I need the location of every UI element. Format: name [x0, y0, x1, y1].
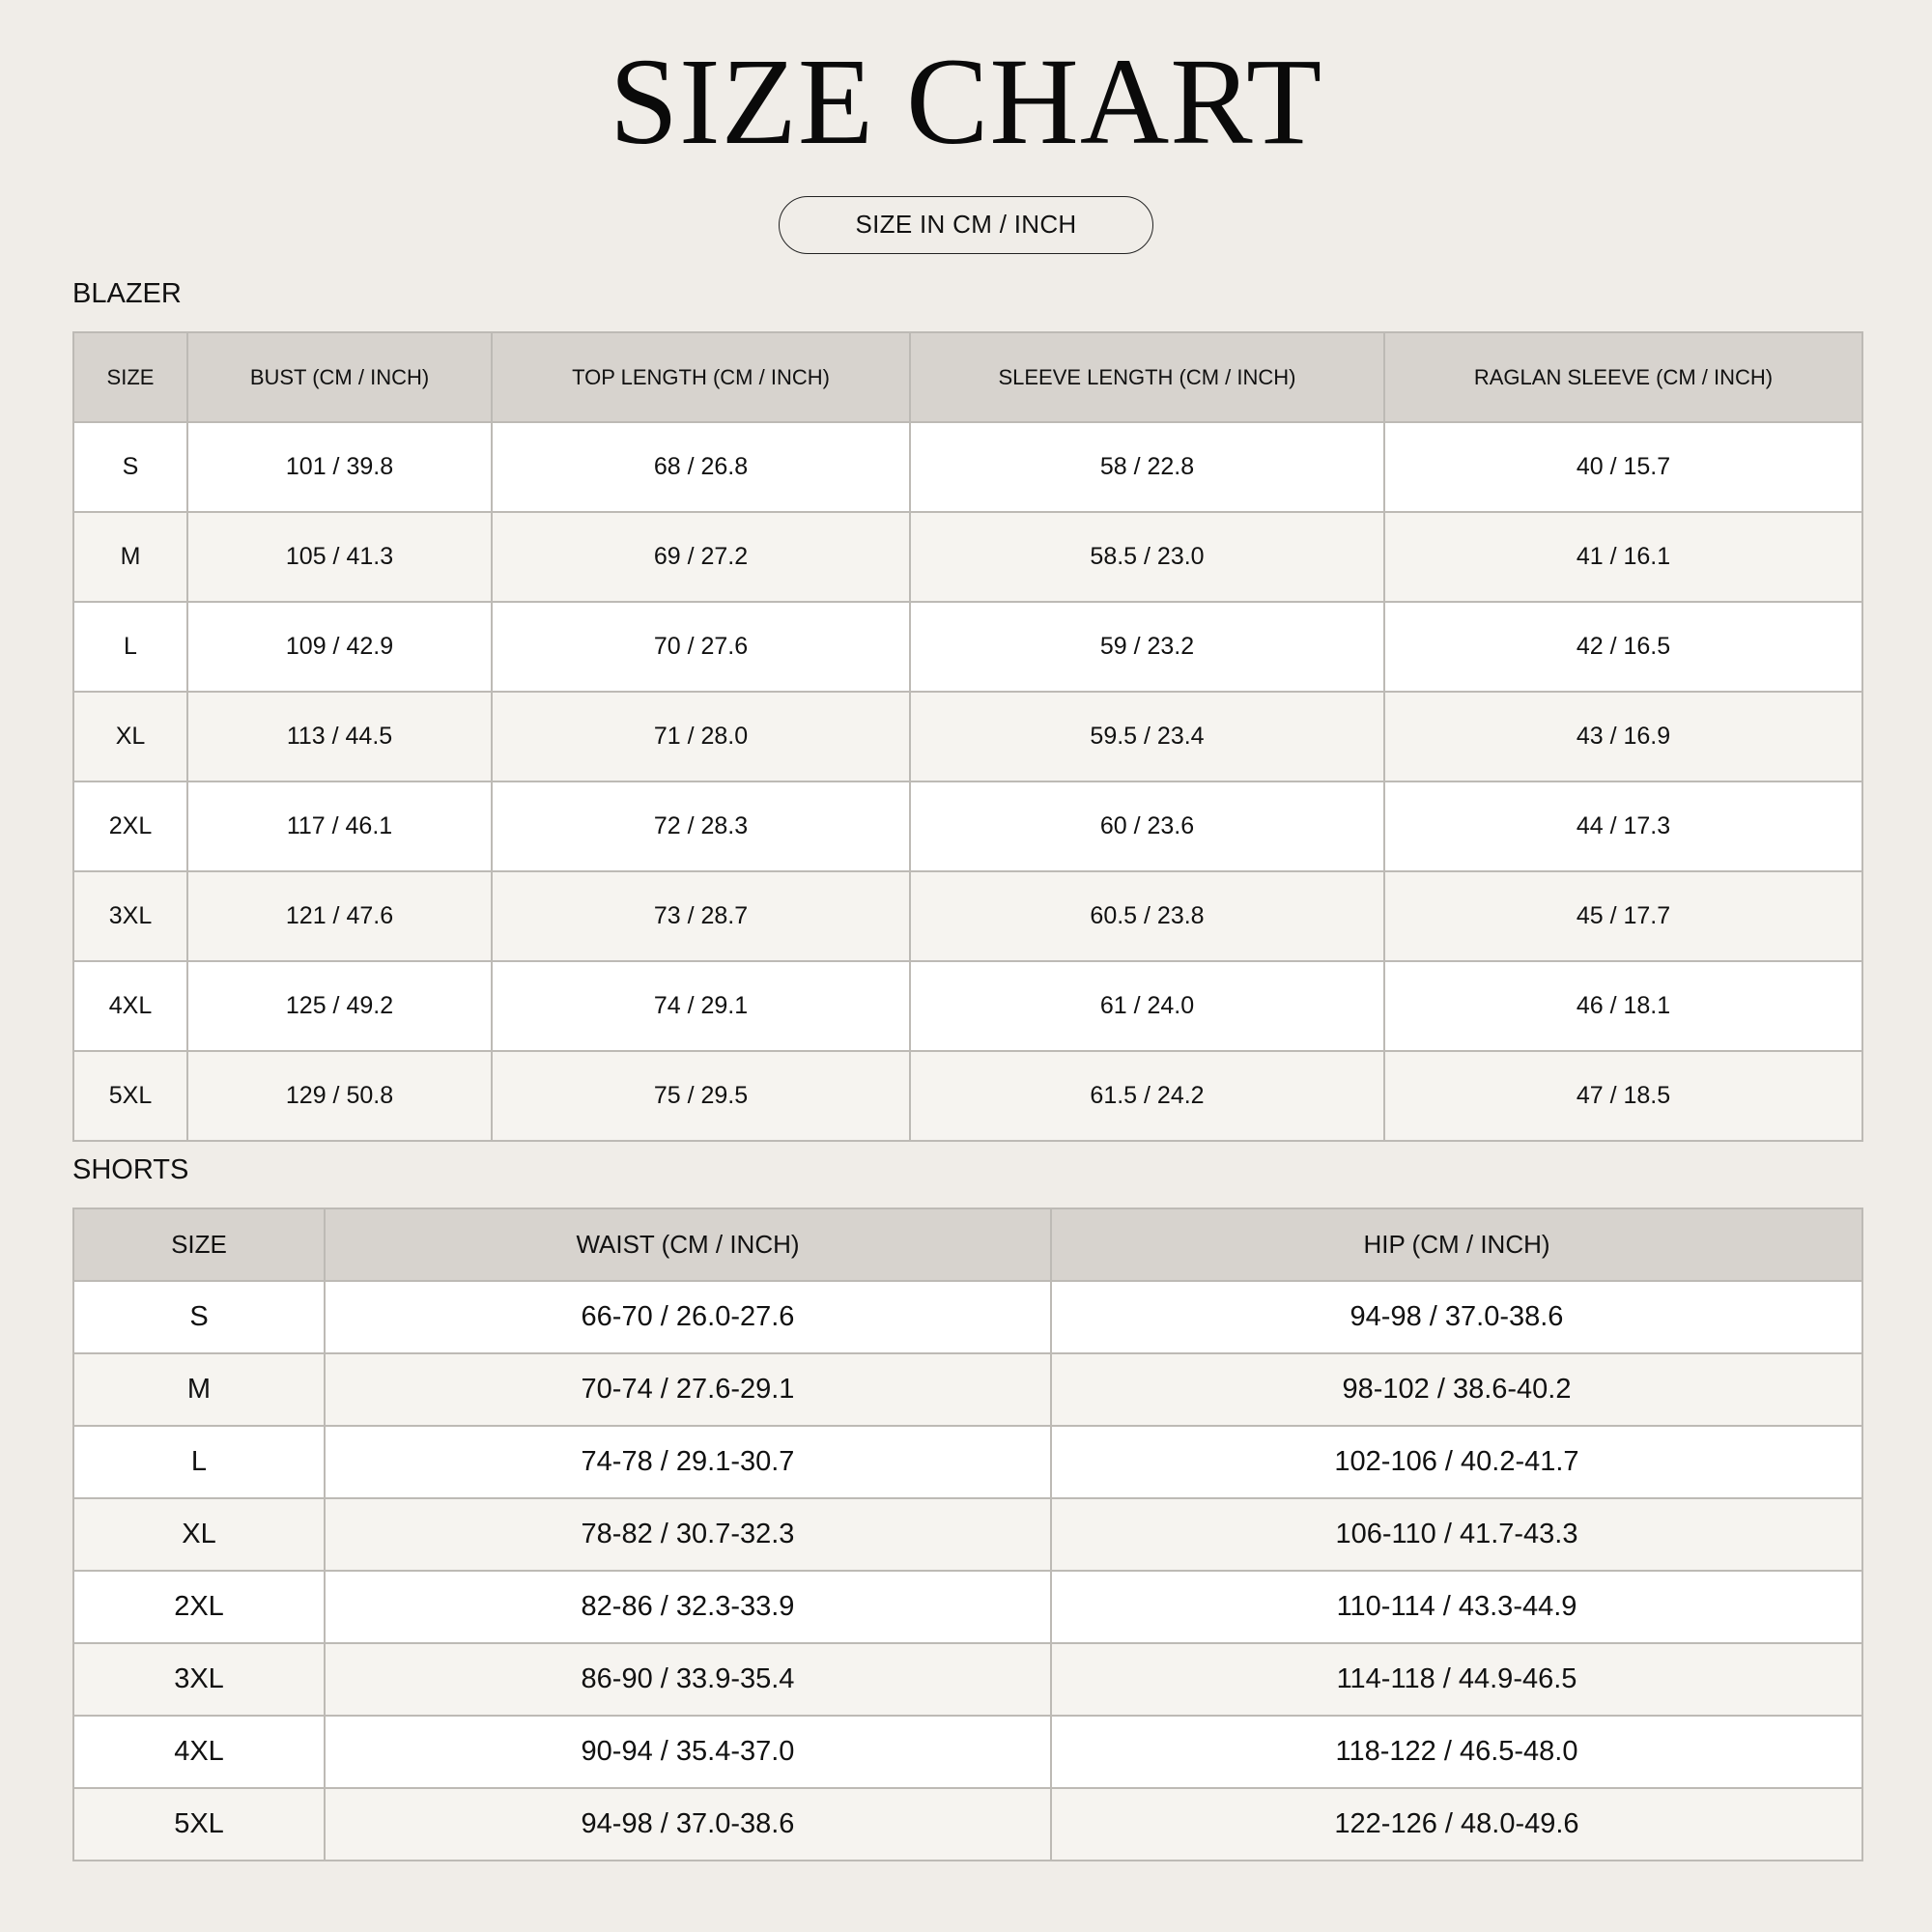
table-cell: 43 / 16.9 [1384, 692, 1862, 781]
table-row [73, 1051, 1862, 1141]
table-cell: M [73, 1353, 325, 1426]
table-cell: 101 / 39.8 [187, 422, 492, 512]
shorts-section-label: SHORTS [72, 1154, 189, 1185]
blazer-size-table [72, 331, 1863, 1142]
table-row [73, 1571, 1862, 1643]
unit-note-badge: SIZE IN CM / INCH [779, 196, 1153, 254]
table-cell: 69 / 27.2 [492, 512, 910, 602]
blazer-header-top-length: TOP LENGTH (CM / INCH) [492, 332, 910, 422]
table-cell: 122-126 / 48.0-49.6 [1051, 1788, 1862, 1861]
table-cell: 71 / 28.0 [492, 692, 910, 781]
blazer-section-label: BLAZER [72, 278, 182, 309]
table-cell: 3XL [73, 1643, 325, 1716]
table-cell: 75 / 29.5 [492, 1051, 910, 1141]
table-cell: 44 / 17.3 [1384, 781, 1862, 871]
table-cell: 61 / 24.0 [910, 961, 1384, 1051]
table-cell: 59 / 23.2 [910, 602, 1384, 692]
table-row [73, 781, 1862, 871]
table-row [73, 1643, 1862, 1716]
shorts-header-size: SIZE [73, 1208, 325, 1281]
table-cell: 105 / 41.3 [187, 512, 492, 602]
table-cell: L [73, 602, 187, 692]
table-cell: 3XL [73, 871, 187, 961]
table-cell: 129 / 50.8 [187, 1051, 492, 1141]
table-cell: 70 / 27.6 [492, 602, 910, 692]
table-cell: 78-82 / 30.7-32.3 [325, 1498, 1051, 1571]
table-row [73, 1281, 1862, 1353]
table-cell: 47 / 18.5 [1384, 1051, 1862, 1141]
table-cell: 117 / 46.1 [187, 781, 492, 871]
table-cell: 41 / 16.1 [1384, 512, 1862, 602]
table-row [73, 422, 1862, 512]
table-cell: 82-86 / 32.3-33.9 [325, 1571, 1051, 1643]
table-cell: 2XL [73, 1571, 325, 1643]
table-cell: 42 / 16.5 [1384, 602, 1862, 692]
table-cell: 72 / 28.3 [492, 781, 910, 871]
table-cell: 125 / 49.2 [187, 961, 492, 1051]
table-row [73, 961, 1862, 1051]
table-cell: L [73, 1426, 325, 1498]
table-row [73, 602, 1862, 692]
table-cell: 118-122 / 46.5-48.0 [1051, 1716, 1862, 1788]
table-cell: 40 / 15.7 [1384, 422, 1862, 512]
table-cell: 58 / 22.8 [910, 422, 1384, 512]
table-cell: 60.5 / 23.8 [910, 871, 1384, 961]
table-row [73, 1716, 1862, 1788]
table-row [73, 1498, 1862, 1571]
table-cell: 70-74 / 27.6-29.1 [325, 1353, 1051, 1426]
table-cell: 90-94 / 35.4-37.0 [325, 1716, 1051, 1788]
table-cell: 59.5 / 23.4 [910, 692, 1384, 781]
table-cell: 73 / 28.7 [492, 871, 910, 961]
table-cell: 86-90 / 33.9-35.4 [325, 1643, 1051, 1716]
blazer-header-raglan-sleeve: RAGLAN SLEEVE (CM / INCH) [1384, 332, 1862, 422]
table-row [73, 1426, 1862, 1498]
blazer-header-sleeve-length: SLEEVE LENGTH (CM / INCH) [910, 332, 1384, 422]
table-cell: 94-98 / 37.0-38.6 [1051, 1281, 1862, 1353]
table-cell: 68 / 26.8 [492, 422, 910, 512]
shorts-header-waist: WAIST (CM / INCH) [325, 1208, 1051, 1281]
page-title: SIZE CHART [609, 33, 1323, 170]
table-cell: 74 / 29.1 [492, 961, 910, 1051]
table-cell: 66-70 / 26.0-27.6 [325, 1281, 1051, 1353]
table-cell: 61.5 / 24.2 [910, 1051, 1384, 1141]
table-row [73, 1353, 1862, 1426]
table-cell: 2XL [73, 781, 187, 871]
table-cell: 110-114 / 43.3-44.9 [1051, 1571, 1862, 1643]
shorts-header-hip: HIP (CM / INCH) [1051, 1208, 1862, 1281]
table-cell: 121 / 47.6 [187, 871, 492, 961]
table-cell: XL [73, 1498, 325, 1571]
table-cell: 60 / 23.6 [910, 781, 1384, 871]
blazer-header-bust: BUST (CM / INCH) [187, 332, 492, 422]
table-cell: 102-106 / 40.2-41.7 [1051, 1426, 1862, 1498]
table-cell: 5XL [73, 1051, 187, 1141]
table-cell: 98-102 / 38.6-40.2 [1051, 1353, 1862, 1426]
shorts-size-table [72, 1208, 1863, 1861]
table-cell: 4XL [73, 1716, 325, 1788]
table-cell: S [73, 422, 187, 512]
table-cell: 109 / 42.9 [187, 602, 492, 692]
table-row [73, 692, 1862, 781]
table-cell: 4XL [73, 961, 187, 1051]
table-cell: 114-118 / 44.9-46.5 [1051, 1643, 1862, 1716]
table-cell: 58.5 / 23.0 [910, 512, 1384, 602]
shorts-header-row [73, 1208, 1862, 1281]
table-cell: 5XL [73, 1788, 325, 1861]
table-row [73, 1788, 1862, 1861]
table-cell: 106-110 / 41.7-43.3 [1051, 1498, 1862, 1571]
table-cell: 45 / 17.7 [1384, 871, 1862, 961]
table-cell: 74-78 / 29.1-30.7 [325, 1426, 1051, 1498]
table-cell: 46 / 18.1 [1384, 961, 1862, 1051]
table-cell: 94-98 / 37.0-38.6 [325, 1788, 1051, 1861]
blazer-header-size: SIZE [73, 332, 187, 422]
table-cell: M [73, 512, 187, 602]
table-cell: XL [73, 692, 187, 781]
table-cell: S [73, 1281, 325, 1353]
table-row [73, 512, 1862, 602]
blazer-header-row [73, 332, 1862, 422]
table-row [73, 871, 1862, 961]
table-cell: 113 / 44.5 [187, 692, 492, 781]
